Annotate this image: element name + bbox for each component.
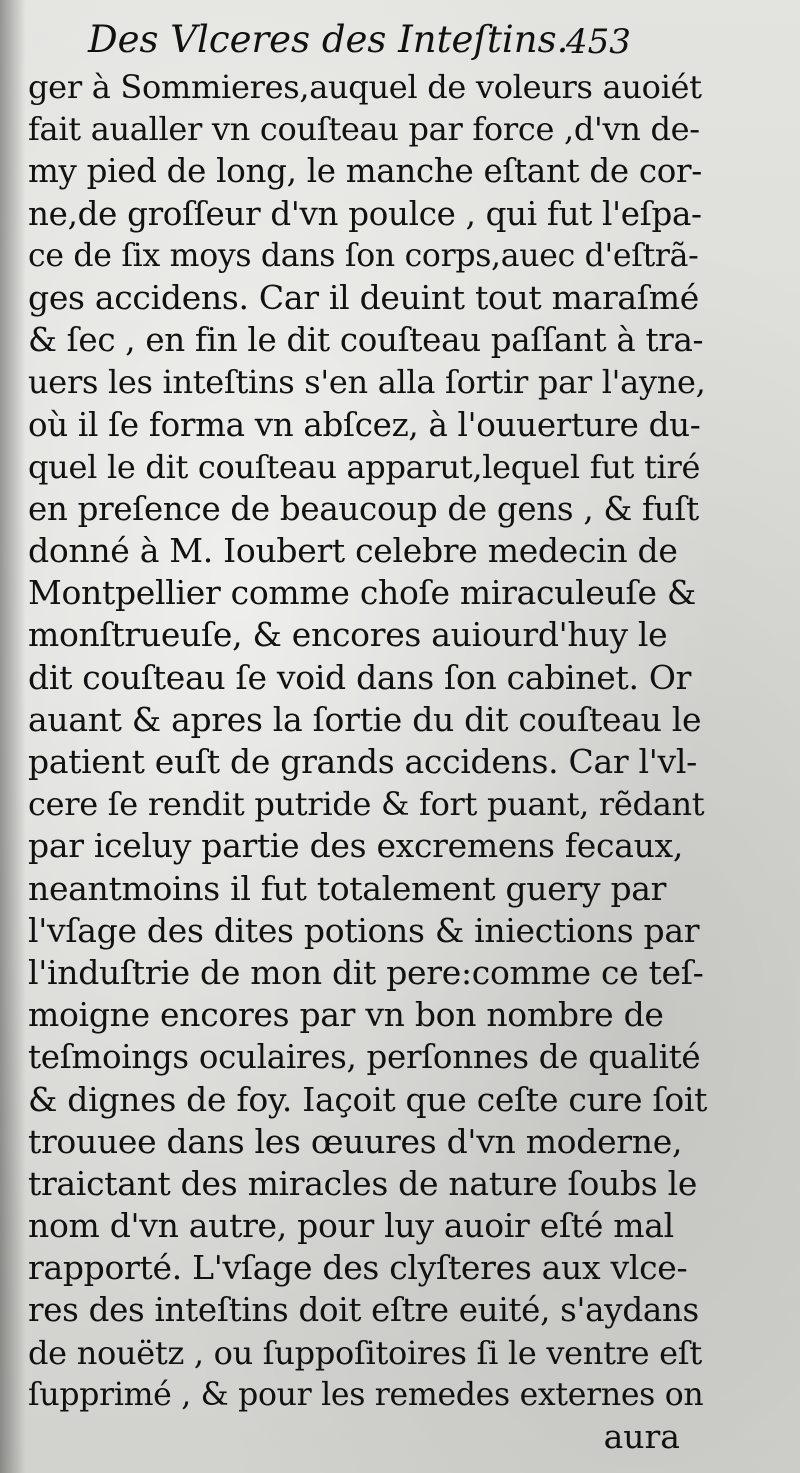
text-line: auant & apres la ſortie du dit couſteau le bbox=[28, 699, 702, 739]
text-line: donné à M. Ioubert celebre medecin de bbox=[28, 531, 678, 571]
text-line: moigne encores par vn bon nombre de bbox=[28, 995, 664, 1035]
running-head: Des Vlceres des Inteſtins. bbox=[88, 18, 569, 61]
text-line: ges accidens. Car il deuint tout maraſmé bbox=[28, 277, 699, 317]
gutter-shadow bbox=[0, 0, 26, 1473]
text-line: ne,de groſſeur d'vn poulce , qui fut l'eſpa- bbox=[28, 194, 702, 233]
body-text bbox=[28, 66, 708, 1458]
catchword: aura bbox=[603, 1417, 680, 1456]
text-line: teſmoings oculaires, perſonnes de qualité bbox=[28, 1038, 701, 1077]
page-number: 453 bbox=[566, 22, 631, 62]
text-line: ger à Sommieres,auquel de voleurs auoiét bbox=[28, 68, 702, 106]
text-line: rapporté. L'vſage des clyſteres aux vlce- bbox=[28, 1248, 688, 1288]
text-line: l'vſage des dites potions & iniections par bbox=[28, 910, 700, 950]
text-line: & ſec , en fin le dit couſteau paſſant à tra- bbox=[28, 321, 704, 360]
text-line: fait aualler vn couſteau par force ,d'vn de- bbox=[28, 110, 700, 149]
text-line: en preſence de beaucoup de gens , & fuſt bbox=[28, 489, 699, 528]
text-line: & dignes de foy. Iaçoit que ceſte cure ſoit bbox=[28, 1079, 708, 1119]
text-line: où il ſe forma vn abſcez, à l'ouuerture du- bbox=[28, 405, 701, 444]
text-line: nom d'vn autre, pour luy auoir eſté mal bbox=[28, 1206, 674, 1246]
text-line: par iceluy partie des excremens fecaux, bbox=[28, 826, 684, 866]
text-line: quel le dit couſteau apparut,lequel fut tiré bbox=[28, 447, 701, 486]
text-line: dit couſteau ſe void dans ſon cabinet. Or bbox=[28, 657, 692, 697]
text-line: ſupprimé , & pour les remedes externes on bbox=[28, 1376, 704, 1413]
text-line: my pied de long, le manche eſtant de cor- bbox=[28, 152, 702, 191]
text-line: traictant des miracles de nature ſoubs le bbox=[28, 1163, 698, 1203]
text-line: uers les inteſtins s'en alla ſortir par l'ayne, bbox=[28, 363, 706, 402]
text-line: l'induſtrie de mon dit pere:comme ce teſ- bbox=[28, 952, 704, 992]
text-line: trouuee dans les œuures d'vn moderne, bbox=[28, 1121, 683, 1161]
text-line: monſtrueuſe, & encores auiourd'huy le bbox=[28, 615, 668, 655]
text-line: patient euſt de grands accidens. Car l'vl- bbox=[28, 742, 697, 781]
text-line: ce de ſix moys dans ſon corps,auec d'eſtrã- bbox=[28, 237, 699, 274]
text-line: Montpellier comme choſe miraculeuſe & bbox=[28, 573, 696, 613]
text-line: cere ſe rendit putride & fort puant, rẽdant bbox=[28, 785, 705, 824]
text-line: neantmoins il fut totalement guery par bbox=[28, 868, 667, 908]
text-line: de nouëtz , ou ſuppoſitoires ſi le ventre eſt bbox=[28, 1333, 702, 1372]
text-line: res des inteſtins doit eſtre euité, s'aydans bbox=[28, 1291, 699, 1330]
